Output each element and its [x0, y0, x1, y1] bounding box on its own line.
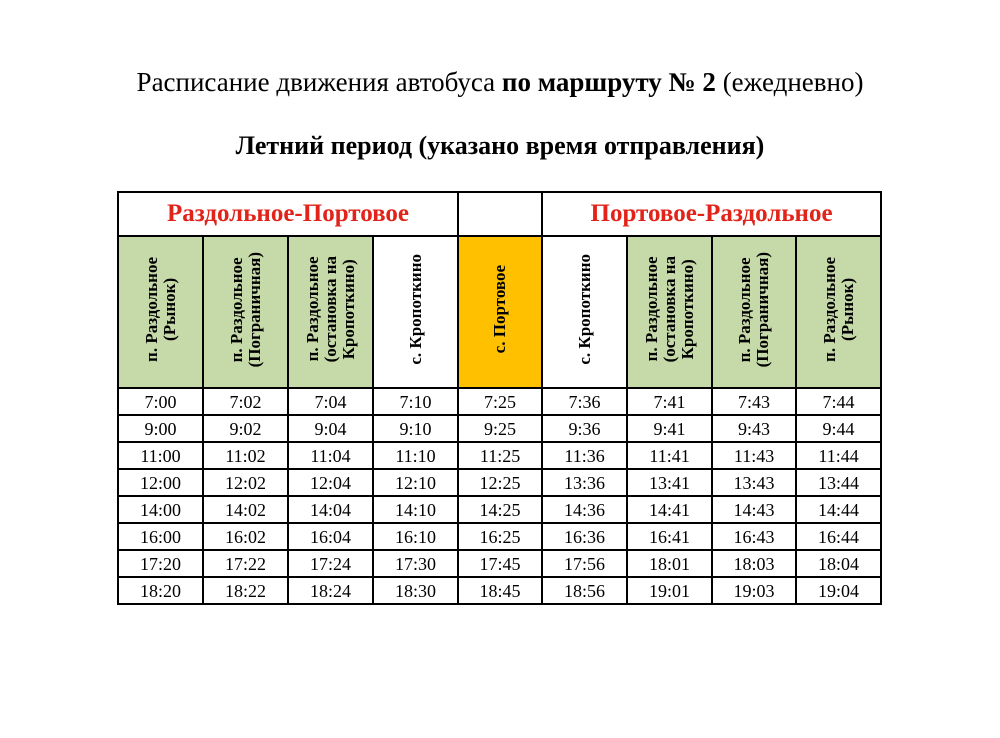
time-cell: 9:44	[796, 415, 881, 442]
time-cell: 16:00	[118, 523, 203, 550]
time-cell: 17:30	[373, 550, 458, 577]
stop-label: п. Раздольное (Пограничная)	[735, 251, 773, 368]
time-cell: 16:41	[627, 523, 712, 550]
time-cell: 13:43	[712, 469, 796, 496]
time-cell: 9:02	[203, 415, 288, 442]
time-cell: 12:00	[118, 469, 203, 496]
schedule-subtitle: Летний период (указано время отправления)	[235, 131, 765, 160]
time-cell: 16:36	[542, 523, 627, 550]
time-cell: 11:43	[712, 442, 796, 469]
stop-header	[542, 236, 627, 388]
stop-label: п. Раздольное (Рынок)	[819, 257, 857, 362]
time-cell: 7:00	[118, 388, 203, 415]
time-cell: 7:36	[542, 388, 627, 415]
time-cell: 17:45	[458, 550, 542, 577]
title-suffix: (ежедневно)	[715, 67, 864, 97]
time-cell: 9:00	[118, 415, 203, 442]
time-cell: 18:56	[542, 577, 627, 604]
time-cell: 14:10	[373, 496, 458, 523]
time-cell: 7:25	[458, 388, 542, 415]
table-row	[118, 577, 881, 604]
time-cell: 18:04	[796, 550, 881, 577]
time-cell: 7:44	[796, 388, 881, 415]
times-body	[118, 388, 881, 604]
time-cell: 14:44	[796, 496, 881, 523]
time-cell: 18:01	[627, 550, 712, 577]
time-cell: 14:04	[288, 496, 373, 523]
time-cell: 16:04	[288, 523, 373, 550]
time-cell: 11:41	[627, 442, 712, 469]
time-cell: 19:01	[627, 577, 712, 604]
time-cell: 9:43	[712, 415, 796, 442]
time-cell: 11:04	[288, 442, 373, 469]
time-cell: 13:41	[627, 469, 712, 496]
time-cell: 16:25	[458, 523, 542, 550]
time-cell: 12:04	[288, 469, 373, 496]
time-cell: 19:04	[796, 577, 881, 604]
time-cell: 11:10	[373, 442, 458, 469]
time-cell: 16:43	[712, 523, 796, 550]
time-cell: 7:43	[712, 388, 796, 415]
time-cell: 16:02	[203, 523, 288, 550]
route-header-return: Портовое-Раздольное	[542, 192, 881, 236]
time-cell: 13:36	[542, 469, 627, 496]
stop-label: п. Раздольное (остановка на Кропоткино)	[302, 256, 358, 363]
time-cell: 17:22	[203, 550, 288, 577]
time-cell: 11:44	[796, 442, 881, 469]
stop-label: с. Кропоткино	[405, 254, 425, 365]
time-cell: 14:02	[203, 496, 288, 523]
time-cell: 14:36	[542, 496, 627, 523]
table-row	[118, 496, 881, 523]
time-cell: 17:56	[542, 550, 627, 577]
title-prefix: Расписание движения автобуса	[136, 67, 502, 97]
time-cell: 16:10	[373, 523, 458, 550]
table-row	[118, 388, 881, 415]
schedule-title	[0, 64, 1000, 100]
stop-label: с. Кропоткино	[574, 254, 594, 365]
table-row	[118, 442, 881, 469]
time-cell: 7:10	[373, 388, 458, 415]
time-cell: 18:20	[118, 577, 203, 604]
stop-label: с. Портовое	[490, 265, 510, 354]
time-cell: 18:22	[203, 577, 288, 604]
time-cell: 11:00	[118, 442, 203, 469]
table-row	[118, 550, 881, 577]
time-cell: 9:10	[373, 415, 458, 442]
stops-row	[118, 236, 881, 388]
stop-label: п. Раздольное (остановка на Кропоткино)	[641, 256, 697, 363]
time-cell: 12:25	[458, 469, 542, 496]
time-cell: 17:24	[288, 550, 373, 577]
schedule-table	[117, 191, 882, 605]
time-cell: 14:25	[458, 496, 542, 523]
stop-header	[203, 236, 288, 388]
time-cell: 9:25	[458, 415, 542, 442]
time-cell: 9:41	[627, 415, 712, 442]
stop-label: п. Раздольное (Рынок)	[141, 257, 179, 362]
table-row	[118, 415, 881, 442]
stop-header-terminal	[458, 236, 542, 388]
time-cell: 19:03	[712, 577, 796, 604]
time-cell: 9:36	[542, 415, 627, 442]
time-cell: 12:02	[203, 469, 288, 496]
time-cell: 13:44	[796, 469, 881, 496]
time-cell: 17:20	[118, 550, 203, 577]
stop-header	[373, 236, 458, 388]
title-route: по маршруту № 2	[501, 67, 716, 97]
time-cell: 11:36	[542, 442, 627, 469]
table-row	[118, 469, 881, 496]
time-cell: 12:10	[373, 469, 458, 496]
stop-label: п. Раздольное (Пограничная)	[226, 251, 264, 368]
stop-header	[627, 236, 712, 388]
time-cell: 11:25	[458, 442, 542, 469]
route-header-outbound: Раздольное-Портовое	[118, 192, 458, 236]
stop-header	[796, 236, 881, 388]
time-cell: 16:44	[796, 523, 881, 550]
time-cell: 14:43	[712, 496, 796, 523]
stop-header	[712, 236, 796, 388]
time-cell: 11:02	[203, 442, 288, 469]
time-cell: 7:04	[288, 388, 373, 415]
time-cell: 18:30	[373, 577, 458, 604]
time-cell: 14:00	[118, 496, 203, 523]
time-cell: 18:03	[712, 550, 796, 577]
time-cell: 7:02	[203, 388, 288, 415]
table-row	[118, 523, 881, 550]
stop-header	[118, 236, 203, 388]
time-cell: 18:24	[288, 577, 373, 604]
time-cell: 18:45	[458, 577, 542, 604]
time-cell: 9:04	[288, 415, 373, 442]
time-cell: 7:41	[627, 388, 712, 415]
route-header-spacer	[458, 192, 542, 236]
stop-header	[288, 236, 373, 388]
time-cell: 14:41	[627, 496, 712, 523]
